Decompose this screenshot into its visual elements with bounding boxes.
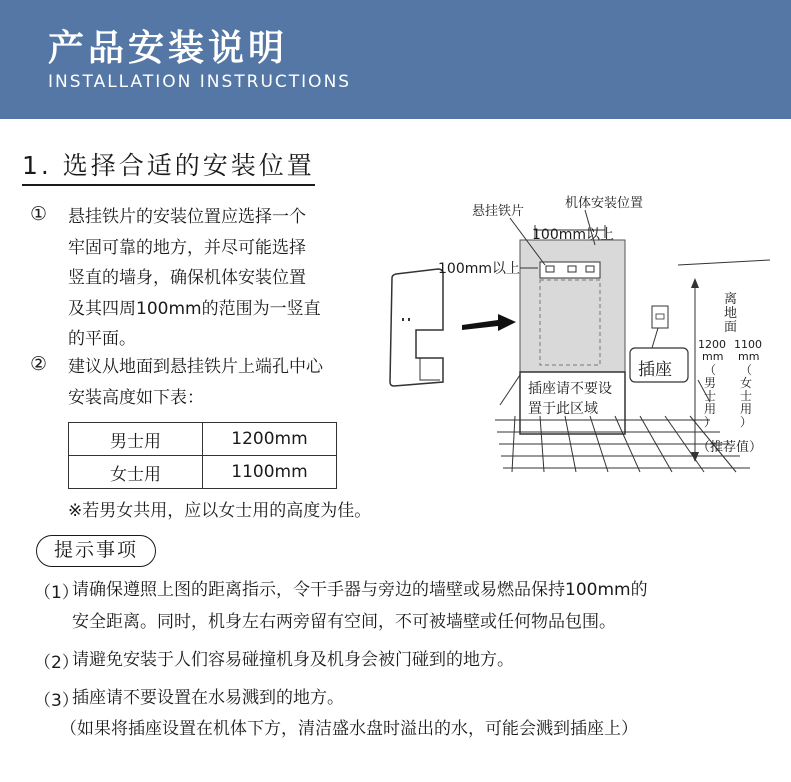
tips-title: 提示事项 — [36, 535, 156, 567]
shared-use-note: ※若男女共用，应以女士用的高度为佳。 — [68, 501, 372, 521]
table-row — [69, 423, 337, 456]
ground-label-char: 离 — [724, 292, 738, 307]
hand-dryer-illustration — [390, 269, 443, 386]
text-line: 悬挂铁片的安装位置应选择一个 — [68, 207, 306, 227]
text-line: 牢固可靠的地方，并尽可能选择 — [68, 237, 306, 258]
page-title: 产品安装说明 — [48, 28, 289, 69]
table-cell-user: 女士用 — [69, 456, 203, 489]
text-line: 请避免安装于人们容易碰撞机身及机身会被门碰到的地方。 — [72, 650, 514, 670]
text-line: 及其四周100mm的范围为一竖直 — [68, 298, 321, 319]
point-number-1: ① — [30, 203, 48, 225]
text-line: 请确保遵照上图的距离指示，令干手器与旁边的墙壁或易燃品保持100mm的 — [72, 580, 648, 600]
height-table — [68, 422, 337, 489]
female-use-label: （ 女 士 用 ） — [740, 363, 753, 429]
table-cell-height: 1200mm — [203, 423, 337, 456]
point-number-2: ② — [30, 353, 48, 375]
text-line: 安装高度如下表： — [68, 387, 204, 408]
bracket-label: 悬挂铁片 — [472, 204, 525, 219]
point-text-2 — [68, 352, 323, 413]
table-row — [69, 456, 337, 489]
clearance-left-label: 100mm以上 — [438, 261, 520, 277]
table-cell-user: 男士用 — [69, 423, 203, 456]
female-height-value: 1100 — [734, 338, 762, 351]
socket-label: 插座 — [638, 360, 672, 380]
recommend-label: （推荐值） — [697, 440, 763, 455]
installation-diagram — [380, 180, 791, 480]
page-subtitle: INSTALLATION INSTRUCTIONS — [48, 72, 352, 92]
no-socket-label-line2: 置于此区域 — [528, 401, 598, 417]
no-socket-label-line1: 插座请不要设 — [528, 381, 612, 397]
female-height-unit: mm — [738, 350, 760, 363]
male-use-label: （ 男 士 用 ） — [704, 363, 717, 429]
text-line: 的平面。 — [68, 329, 136, 349]
tip-text-2 — [72, 644, 514, 676]
arrow-icon — [462, 314, 516, 331]
text-line: 建议从地面到悬挂铁片上端孔中心 — [68, 357, 323, 377]
socket-icon — [652, 306, 668, 328]
tip-subnote-3: （如果将插座设置在机体下方，清洁盛水盘时溢出的水，可能会溅到插座上） — [60, 719, 638, 739]
position-label: 机体安装位置 — [565, 196, 644, 211]
point-text-1 — [68, 202, 321, 355]
tip-text-3 — [72, 682, 344, 714]
text-line: 安全距离。同时，机身左右两旁留有空间，不可被墙壁或任何物品包围。 — [72, 612, 616, 632]
male-height-value: 1200 — [698, 338, 726, 351]
ground-label-char: 地 — [724, 306, 738, 321]
tip-text-1 — [72, 574, 648, 638]
table-cell-height: 1100mm — [203, 456, 337, 489]
tip-number-1: （1） — [34, 583, 79, 603]
ground-label-char: 面 — [724, 320, 738, 335]
bracket-illustration — [540, 262, 600, 278]
tip-number-2: （2） — [34, 653, 79, 673]
male-height-unit: mm — [702, 350, 724, 363]
tip-number-3: （3） — [34, 691, 79, 711]
section-title: 1. 选择合适的安装位置 — [22, 150, 315, 186]
clearance-top-label: 100mm以上 — [532, 227, 614, 243]
text-line: 竖直的墙身，确保机体安装位置 — [68, 268, 306, 288]
header-banner — [0, 0, 791, 119]
text-line: 插座请不要设置在水易溅到的地方。 — [72, 688, 344, 708]
